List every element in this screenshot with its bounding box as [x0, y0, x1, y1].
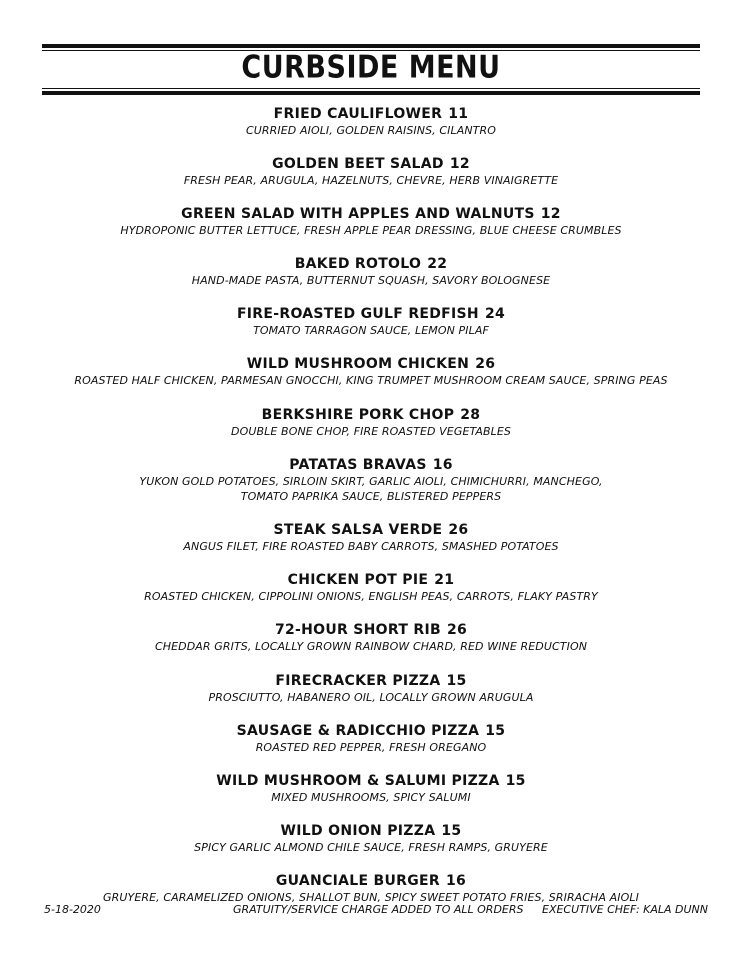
menu-item	[30, 772, 712, 806]
menu-item	[30, 255, 712, 289]
menu-item-name: CHICKEN POT PIE	[287, 572, 429, 589]
menu-item-price: 21	[434, 572, 455, 589]
menu-item-heading	[30, 105, 712, 123]
menu-item-description: PROSCIUTTO, HABANERO OIL, LOCALLY GROWN ARUGULA	[208, 690, 534, 704]
footer-gratuity-note: GRATUITY/SERVICE CHARGE ADDED TO ALL ORDERS	[233, 903, 524, 916]
menu-item-name: WILD ONION PIZZA	[280, 822, 436, 839]
menu-item-heading	[30, 521, 712, 539]
menu-item-name: SAUSAGE & RADICCHIO PIZZA	[236, 722, 480, 739]
menu-item	[30, 521, 712, 555]
bottom-rule-thin	[42, 88, 700, 89]
menu-item-description: ANGUS FILET, FIRE ROASTED BABY CARROTS, SMASHED POTATOES	[183, 540, 559, 554]
menu-item-price: 15	[446, 672, 467, 689]
menu-item-price: 16	[446, 872, 467, 889]
menu-item-name: 72-HOUR SHORT RIB	[274, 622, 441, 639]
menu-item-heading	[30, 305, 712, 323]
menu-item-price: 28	[460, 406, 481, 423]
menu-item-heading	[30, 406, 712, 424]
menu-item-price: 12	[540, 206, 561, 223]
footer-executive-chef: EXECUTIVE CHEF: KALA DUNN	[542, 903, 709, 916]
menu-item-name: GUANCIALE BURGER	[275, 872, 441, 889]
menu-item-heading	[30, 456, 712, 474]
menu-item-description: DOUBLE BONE CHOP, FIRE ROASTED VEGETABLES	[231, 424, 511, 438]
menu-item-name: GOLDEN BEET SALAD	[272, 156, 444, 173]
menu-item-heading	[30, 672, 712, 690]
menu-item-description: FRESH PEAR, ARUGULA, HAZELNUTS, CHEVRE, HERB VINAIGRETTE	[183, 174, 559, 188]
menu-item-name: WILD MUSHROOM & SALUMI PIZZA	[216, 772, 500, 789]
menu-item-price: 11	[448, 106, 469, 122]
menu-item-description: HAND-MADE PASTA, BUTTERNUT SQUASH, SAVORY BOLOGNESE	[191, 274, 551, 288]
menu-item	[30, 872, 712, 906]
menu-item-heading	[30, 722, 712, 740]
menu-item-description: TOMATO TARRAGON SAUCE, LEMON PILAF	[253, 324, 489, 338]
menu-item-description: SPICY GARLIC ALMOND CHILE SAUCE, FRESH RAMPS, GRUYERE	[194, 840, 548, 854]
menu-item-price: 15	[441, 822, 462, 839]
menu-item-description: CHEDDAR GRITS, LOCALLY GROWN RAINBOW CHARD, RED WINE REDUCTION	[154, 640, 588, 654]
menu-item-price: 15	[485, 722, 506, 739]
menu-item-description: ROASTED CHICKEN, CIPPOLINI ONIONS, ENGLISH PEAS, CARROTS, FLAKY PASTRY	[144, 590, 598, 604]
menu-item	[30, 722, 712, 756]
menu-item-heading	[30, 155, 712, 173]
menu-item	[30, 456, 712, 505]
menu-item	[30, 205, 712, 239]
menu-item	[30, 672, 712, 706]
menu-item-price: 26	[446, 622, 468, 639]
menu-item	[30, 305, 712, 339]
footer-date: 5-18-2020	[44, 903, 101, 916]
menu-item-name: STEAK SALSA VERDE	[273, 522, 443, 539]
menu-items	[30, 105, 712, 922]
menu-item-name: FRIED CAULIFLOWER	[273, 106, 443, 122]
menu-item-name: PATATAS BRAVAS	[289, 456, 427, 473]
menu-item	[30, 105, 712, 139]
menu-item-name: BAKED ROTOLO	[294, 256, 422, 273]
menu-title: CURBSIDE MENU	[241, 50, 501, 86]
menu-item-name: BERKSHIRE PORK CHOP	[261, 406, 455, 423]
menu-item-description: TOMATO PAPRIKA SAUCE, BLISTERED PEPPERS	[240, 490, 502, 504]
menu-item-price: 24	[484, 306, 506, 323]
menu-item-description: YUKON GOLD POTATOES, SIRLOIN SKIRT, GARLIC AIOLI, CHIMICHURRI, MANCHEGO,	[139, 474, 603, 488]
menu-item	[30, 355, 712, 389]
menu-item	[30, 571, 712, 605]
menu-item-name: FIRECRACKER PIZZA	[275, 672, 441, 689]
menu-item-price: 26	[448, 522, 469, 539]
top-rule-thick	[42, 44, 700, 48]
menu-item-description: CURRIED AIOLI, GOLDEN RAISINS, CILANTRO	[246, 124, 496, 137]
menu-item-heading	[30, 822, 712, 840]
menu-item-heading	[30, 255, 712, 273]
menu-item-heading	[30, 872, 712, 890]
menu-item-description: HYDROPONIC BUTTER LETTUCE, FRESH APPLE PEAR DRESSING, BLUE CHEESE CRUMBLES	[120, 224, 622, 238]
menu-item-description: MIXED MUSHROOMS, SPICY SALUMI	[271, 790, 471, 804]
menu-item-price: 22	[427, 256, 448, 273]
menu-item-price: 16	[432, 456, 453, 473]
menu-item-name: GREEN SALAD WITH APPLES AND WALNUTS	[181, 206, 535, 223]
menu-item	[30, 155, 712, 189]
menu-item-price: 12	[449, 156, 470, 173]
bottom-rule-thick	[42, 91, 700, 95]
menu-item	[30, 406, 712, 440]
menu-item-price: 15	[505, 772, 526, 789]
menu-item-heading	[30, 772, 712, 790]
menu-item-name: FIRE-ROASTED GULF REDFISH	[236, 306, 479, 323]
menu-item-heading	[30, 621, 712, 639]
menu-item-heading	[30, 355, 712, 373]
menu-item	[30, 822, 712, 856]
menu-item-name: WILD MUSHROOM CHICKEN	[246, 356, 470, 373]
menu-item	[30, 621, 712, 655]
menu-item-description: ROASTED HALF CHICKEN, PARMESAN GNOCCHI, KING TRUMPET MUSHROOM CREAM SAUCE, SPRING PEAS	[74, 374, 668, 388]
menu-item-heading	[30, 571, 712, 589]
menu-item-description: GRUYERE, CARAMELIZED ONIONS, SHALLOT BUN, SPICY SWEET POTATO FRIES, SRIRACHA AIOLI	[103, 890, 639, 904]
menu-item-price: 26	[475, 356, 496, 373]
menu-item-heading	[30, 205, 712, 223]
menu-item-description: ROASTED RED PEPPER, FRESH OREGANO	[255, 740, 487, 754]
